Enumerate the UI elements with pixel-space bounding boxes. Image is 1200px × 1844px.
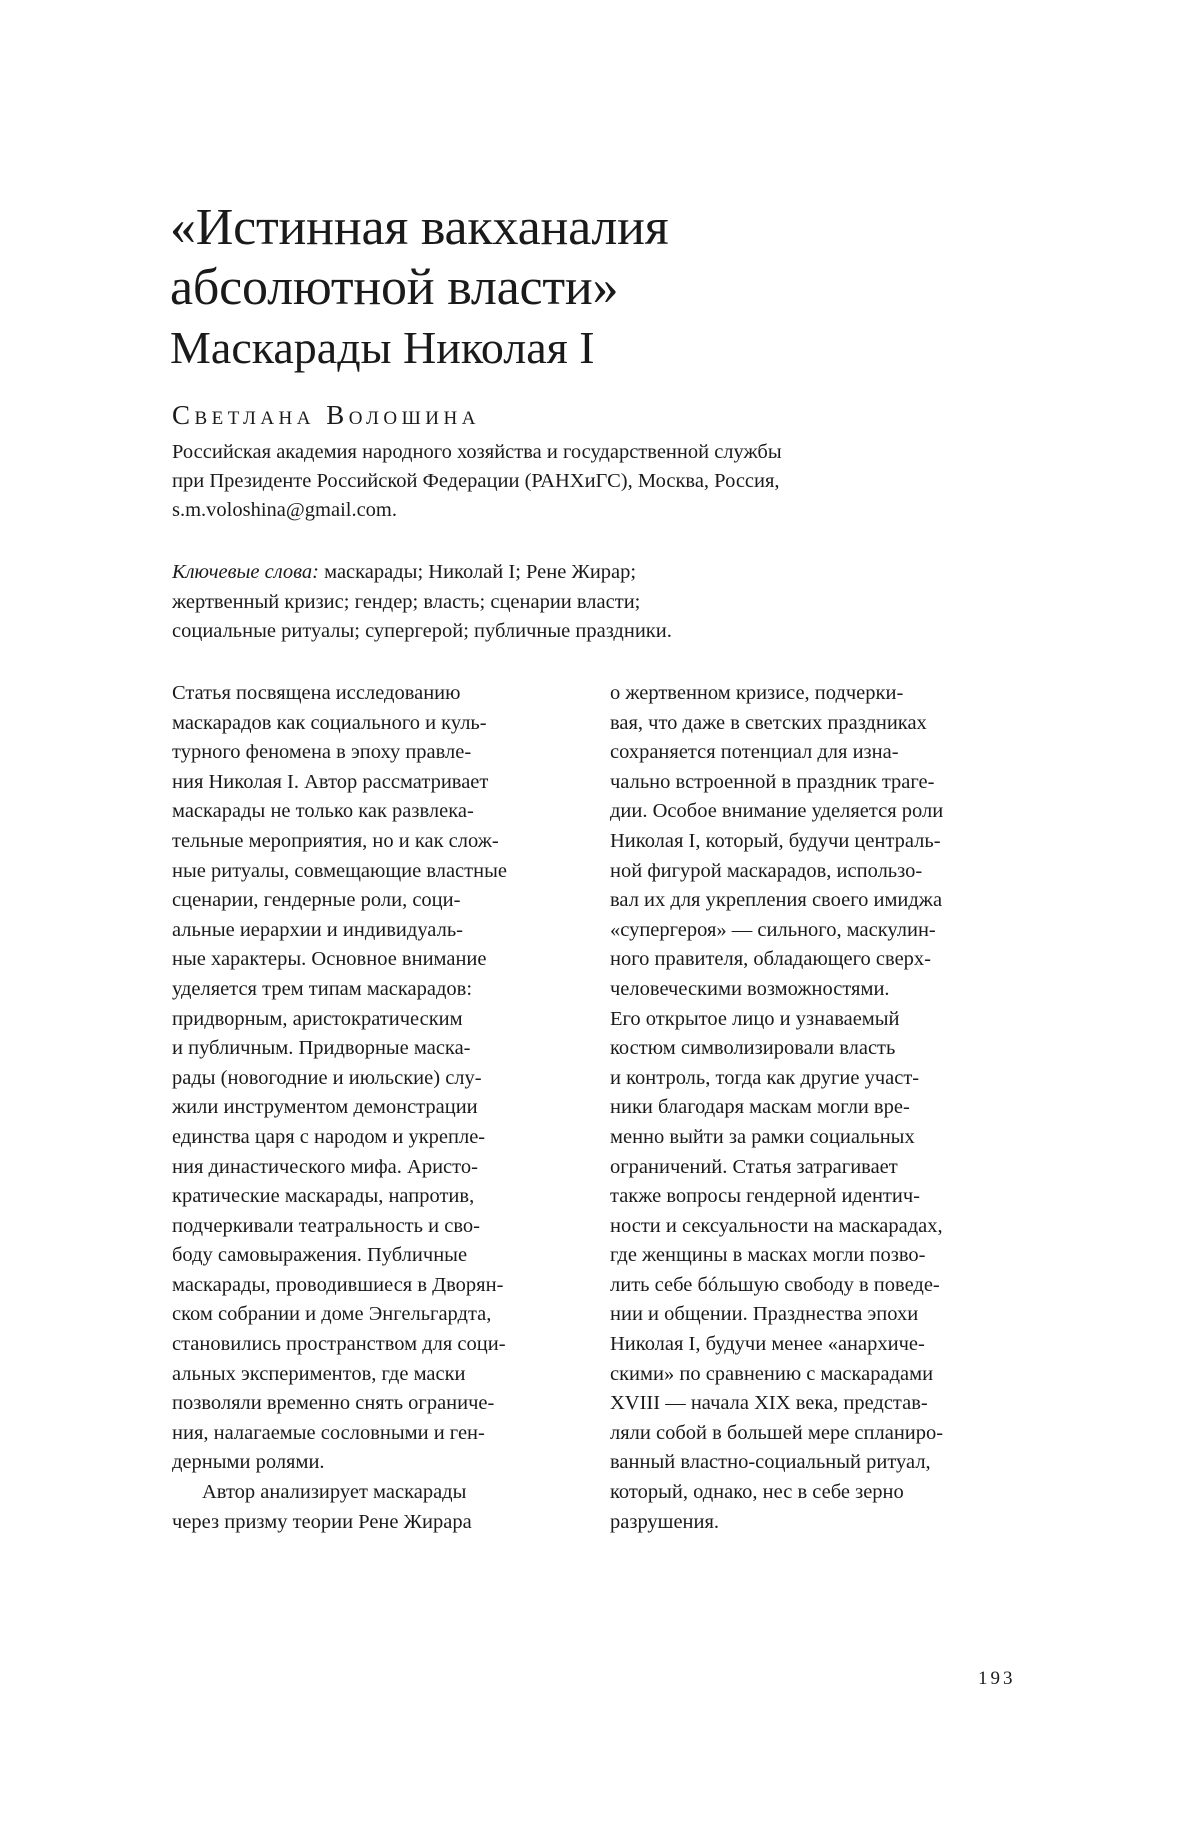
abstract-line: вая, что даже в светских праздниках [610, 711, 927, 734]
abstract-line: менно выйти за рамки социальных [610, 1125, 915, 1148]
abstract-line: который, однако, нес в себе зерно [610, 1481, 904, 1504]
abstract-line: кратические маскарады, напротив, [172, 1185, 475, 1208]
abstract-line: ограничений. Статья затрагивает [610, 1155, 898, 1178]
abstract-line: ные характеры. Основное внимание [172, 948, 487, 971]
abstract-line: дерными ролями. [172, 1451, 325, 1474]
abstract-line: ванный властно-социальный ритуал, [610, 1451, 931, 1474]
abstract-line: ные ритуалы, совмещающие властные [172, 859, 507, 882]
abstract-line: рады (новогодние и июльские) слу- [172, 1066, 482, 1089]
title-block [170, 198, 1070, 376]
keywords-block [172, 558, 972, 647]
abstract-line: альных экспериментов, где маски [172, 1362, 466, 1385]
abstract-line: о жертвенном кризисе, подчерки- [610, 682, 904, 704]
abstract-line: ного правителя, обладающего сверх- [610, 948, 932, 971]
abstract-line: XVIII — начала XIX века, представ- [610, 1392, 928, 1415]
abstract-line: дии. Особое внимание уделяется роли [610, 800, 944, 823]
keywords-line-1: маскарады; Николай I; Рене Жирар; [319, 561, 637, 583]
abstract-line: чально встроенной в праздник траге- [610, 770, 935, 793]
title-line-1: «Истинная вакханалия [170, 199, 669, 256]
abstract-line: также вопросы гендерной идентич- [610, 1185, 920, 1208]
author-name: Светлана Волошина [172, 400, 480, 430]
abstract-line: ности и сексуальности на маскарадах, [610, 1214, 943, 1237]
abstract-line: турного феномена в эпоху правле- [172, 741, 472, 764]
abstract-line: маскарады не только как развлека- [172, 800, 474, 823]
abstract-line: где женщины в масках могли позво- [610, 1244, 926, 1267]
abstract-line: Автор анализирует маскарады [202, 1481, 467, 1504]
affiliation-line-2: при Президенте Российской Федерации (РАНХиГС), Москва, Россия, [172, 470, 780, 492]
abstract-line: вал их для укрепления своего имиджа [610, 889, 943, 912]
abstract-line: тельные мероприятия, но и как слож- [172, 829, 499, 852]
abstract-line: становились пространством для соци- [172, 1333, 506, 1356]
keywords-label: Ключевые слова: [172, 561, 319, 583]
abstract-line: ском собрании и доме Энгельгардта, [172, 1303, 492, 1326]
abstract-line: позволяли временно снять ограниче- [172, 1392, 495, 1415]
abstract-line: и публичным. Придворные маска- [172, 1037, 471, 1060]
abstract-line: человеческими возможностями. [610, 977, 890, 1000]
abstract-line: сценарии, гендерные роли, соци- [172, 889, 461, 912]
abstract-line: Его открытое лицо и узнаваемый [610, 1007, 900, 1030]
abstract-line: боду самовыражения. Публичные [172, 1244, 468, 1267]
keywords-line-3: социальные ритуалы; супергерой; публичные праздники. [172, 620, 672, 642]
keywords-line-2: жертвенный кризис; гендер; власть; сценарии власти; [172, 590, 641, 613]
abstract-line: ния династического мифа. Аристо- [172, 1155, 478, 1178]
abstract-line: лить себе бóльшую свободу в поведе- [610, 1273, 940, 1296]
abstract-line: разрушения. [610, 1510, 720, 1533]
abstract-line: костюм символизировали власть [610, 1037, 896, 1060]
abstract-line: скими» по сравнению с маскарадами [610, 1362, 934, 1385]
affiliation-line-1: Российская академия народного хозяйства и государственной службы [172, 441, 782, 463]
abstract-column-right [610, 679, 1030, 1537]
article-subtitle: Маскарады Николая I [170, 322, 595, 373]
article-title [170, 198, 1070, 318]
abstract-line: ники благодаря маскам могли вре- [610, 1096, 910, 1119]
abstract-line: маскарадов как социального и куль- [172, 711, 487, 734]
abstract-line: подчеркивали театральность и сво- [172, 1214, 480, 1237]
abstract-line: маскарады, проводившиеся в Дворян- [172, 1273, 504, 1296]
author-email: s.m.voloshina@gmail.com. [172, 499, 397, 521]
abstract-line: жили инструментом демонстрации [172, 1096, 478, 1119]
abstract-line: придворным, аристократическим [172, 1007, 463, 1030]
abstract-line: Николая I, будучи менее «анархиче- [610, 1333, 925, 1356]
abstract-line: альные иерархии и индивидуаль- [172, 918, 463, 941]
title-line-2: абсолютной власти» [170, 259, 619, 316]
abstract-line: уделяется трем типам маскарадов: [172, 977, 473, 1000]
author-affiliation [172, 438, 972, 525]
abstract-line: ния, налагаемые сословными и ген- [172, 1421, 485, 1444]
abstract-line: Статья посвящена исследованию [172, 682, 461, 704]
abstract-line: нии и общении. Празднества эпохи [610, 1303, 919, 1326]
abstract-column-left [172, 679, 592, 1537]
abstract-line: через призму теории Рене Жирара [172, 1510, 472, 1533]
abstract-line: ной фигурой маскарадов, использо- [610, 859, 923, 882]
page-number: 193 [978, 1668, 1016, 1689]
abstract-line: и контроль, тогда как другие участ- [610, 1066, 920, 1089]
abstract-line: ния Николая I. Автор рассматривает [172, 770, 489, 793]
abstract-line: единства царя с народом и укрепле- [172, 1125, 486, 1148]
abstract-line: «супергероя» — сильного, маскулин- [610, 918, 936, 941]
abstract-line: сохраняется потенциал для изна- [610, 741, 899, 764]
abstract-line: ляли собой в большей мере спланиро- [610, 1421, 944, 1444]
abstract-line: Николая I, который, будучи централь- [610, 829, 941, 852]
